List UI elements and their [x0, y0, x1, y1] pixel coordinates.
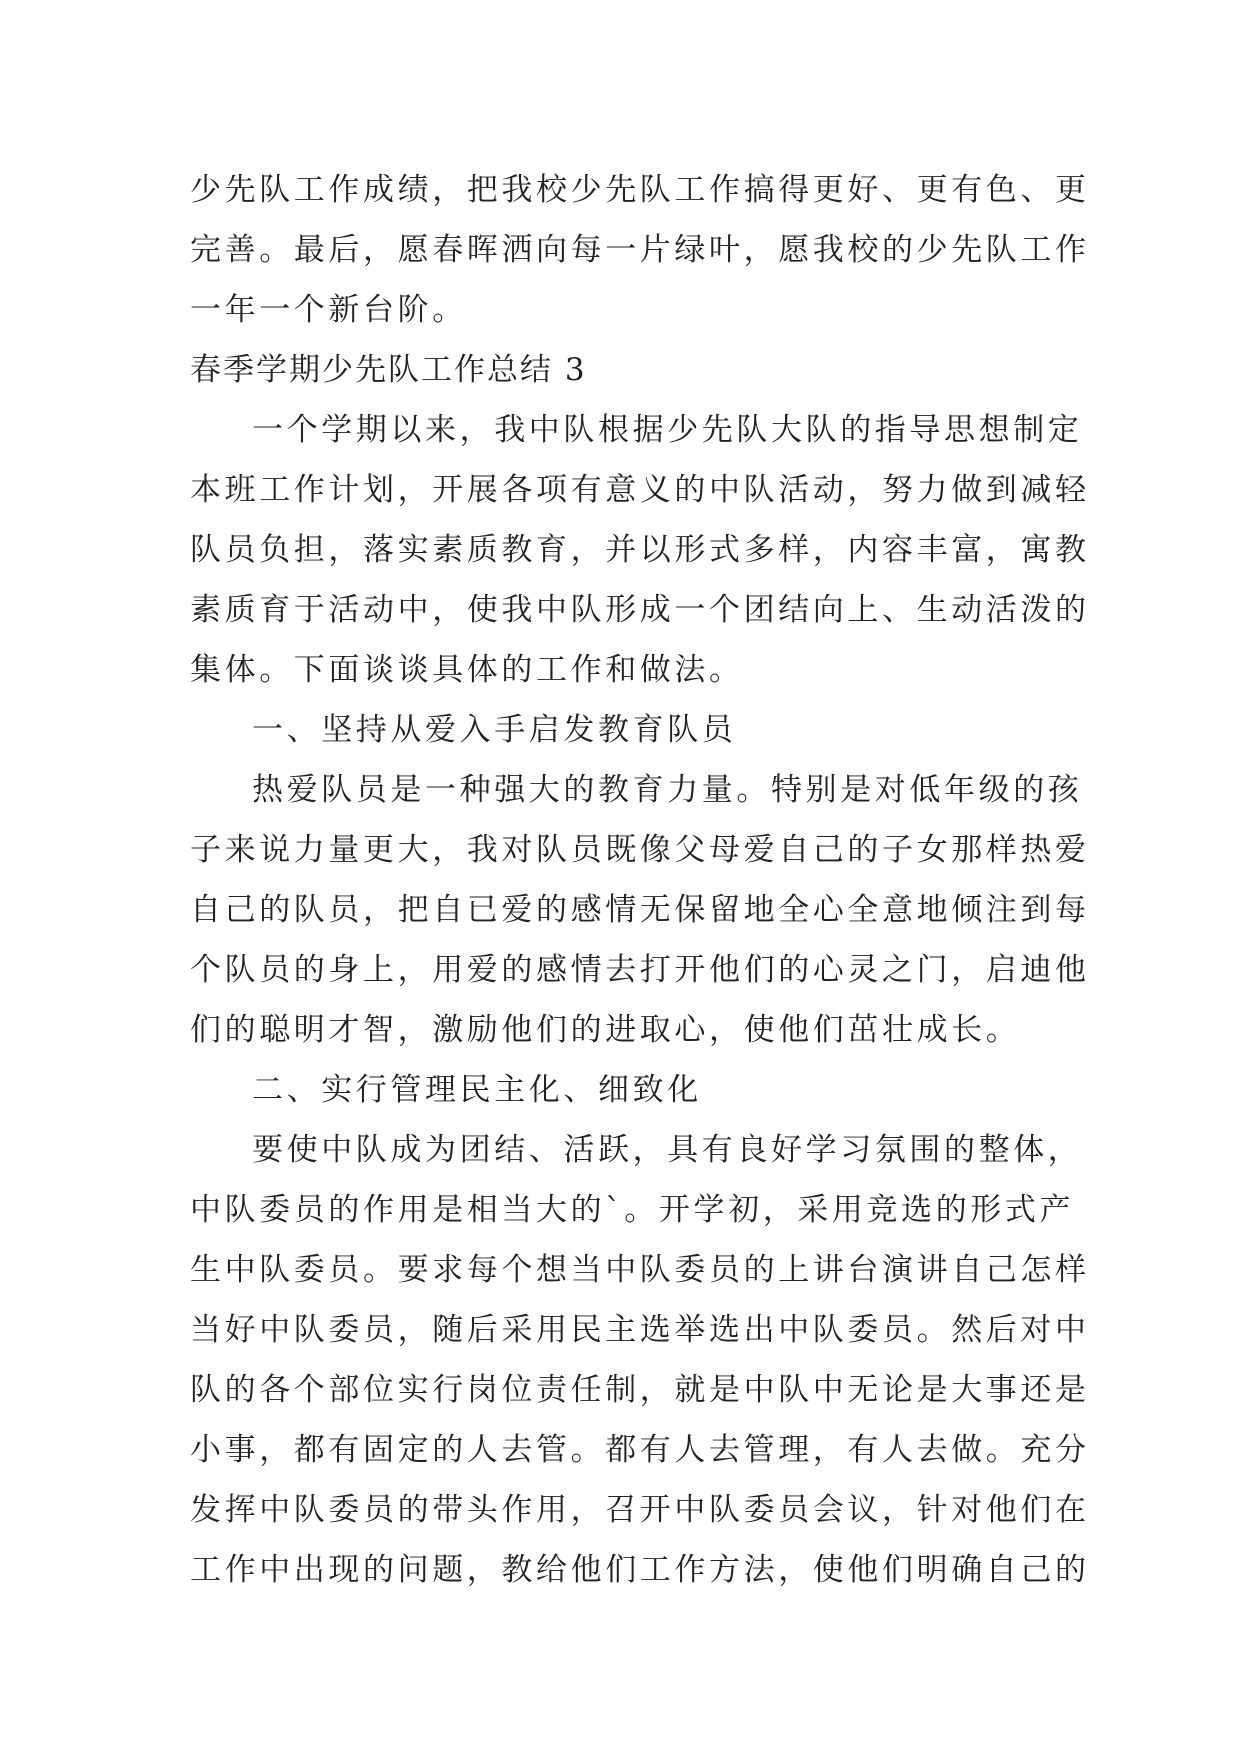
text-line: 自己的队员，把自已爱的感情无保留地全心全意地倾注到每	[190, 892, 1090, 928]
text-line: 小事，都有固定的人去管。都有人去管理，有人去做。充分	[190, 1432, 1090, 1468]
text-line: 热爱队员是一种强大的教育力量。特别是对低年级的孩	[252, 772, 1083, 808]
text-line: 当好中队委员，随后采用民主选举选出中队委员。然后对中	[190, 1312, 1090, 1348]
text-line: 工作中出现的问题，教给他们工作方法，使他们明确自己的	[190, 1552, 1090, 1588]
text-line: 生中队委员。要求每个想当中队委员的上讲台演讲自己怎样	[190, 1252, 1090, 1288]
document-body	[190, 160, 1090, 1600]
text-line: 一年一个新台阶。	[190, 292, 467, 328]
text-line: 少先队工作成绩，把我校少先队工作搞得更好、更有色、更	[190, 172, 1090, 208]
text-line: 队员负担，落实素质教育，并以形式多样，内容丰富，寓教	[190, 532, 1090, 568]
text-line: 集体。下面谈谈具体的工作和做法。	[190, 652, 744, 688]
section-heading: 春季学期少先队工作总结 3	[190, 352, 587, 388]
text-line: 个队员的身上，用爱的感情去打开他们的心灵之门，启迪他	[190, 952, 1090, 988]
text-line: 一个学期以来，我中队根据少先队大队的指导思想制定	[252, 412, 1083, 448]
text-line: 二、实行管理民主化、细致化	[252, 1072, 702, 1108]
text-line: 队的各个部位实行岗位责任制，就是中队中无论是大事还是	[190, 1372, 1090, 1408]
text-line: 完善。最后，愿春晖洒向每一片绿叶，愿我校的少先队工作	[190, 232, 1090, 268]
text-line: 一、坚持从爱入手启发教育队员	[252, 712, 737, 748]
text-line: 中队委员的作用是相当大的`。开学初，采用竞选的形式产	[190, 1192, 1075, 1228]
text-line: 素质育于活动中，使我中队形成一个团结向上、生动活泼的	[190, 592, 1090, 628]
text-line: 本班工作计划，开展各项有意义的中队活动，努力做到减轻	[190, 472, 1090, 508]
text-line: 子来说力量更大，我对队员既像父母爱自己的子女那样热爱	[190, 832, 1090, 868]
text-line: 发挥中队委员的带头作用，召开中队委员会议，针对他们在	[190, 1492, 1090, 1528]
text-line: 们的聪明才智，激励他们的进取心，使他们茁壮成长。	[190, 1012, 1021, 1048]
text-line: 要使中队成为团结、活跃，具有良好学习氛围的整体，	[252, 1132, 1083, 1168]
